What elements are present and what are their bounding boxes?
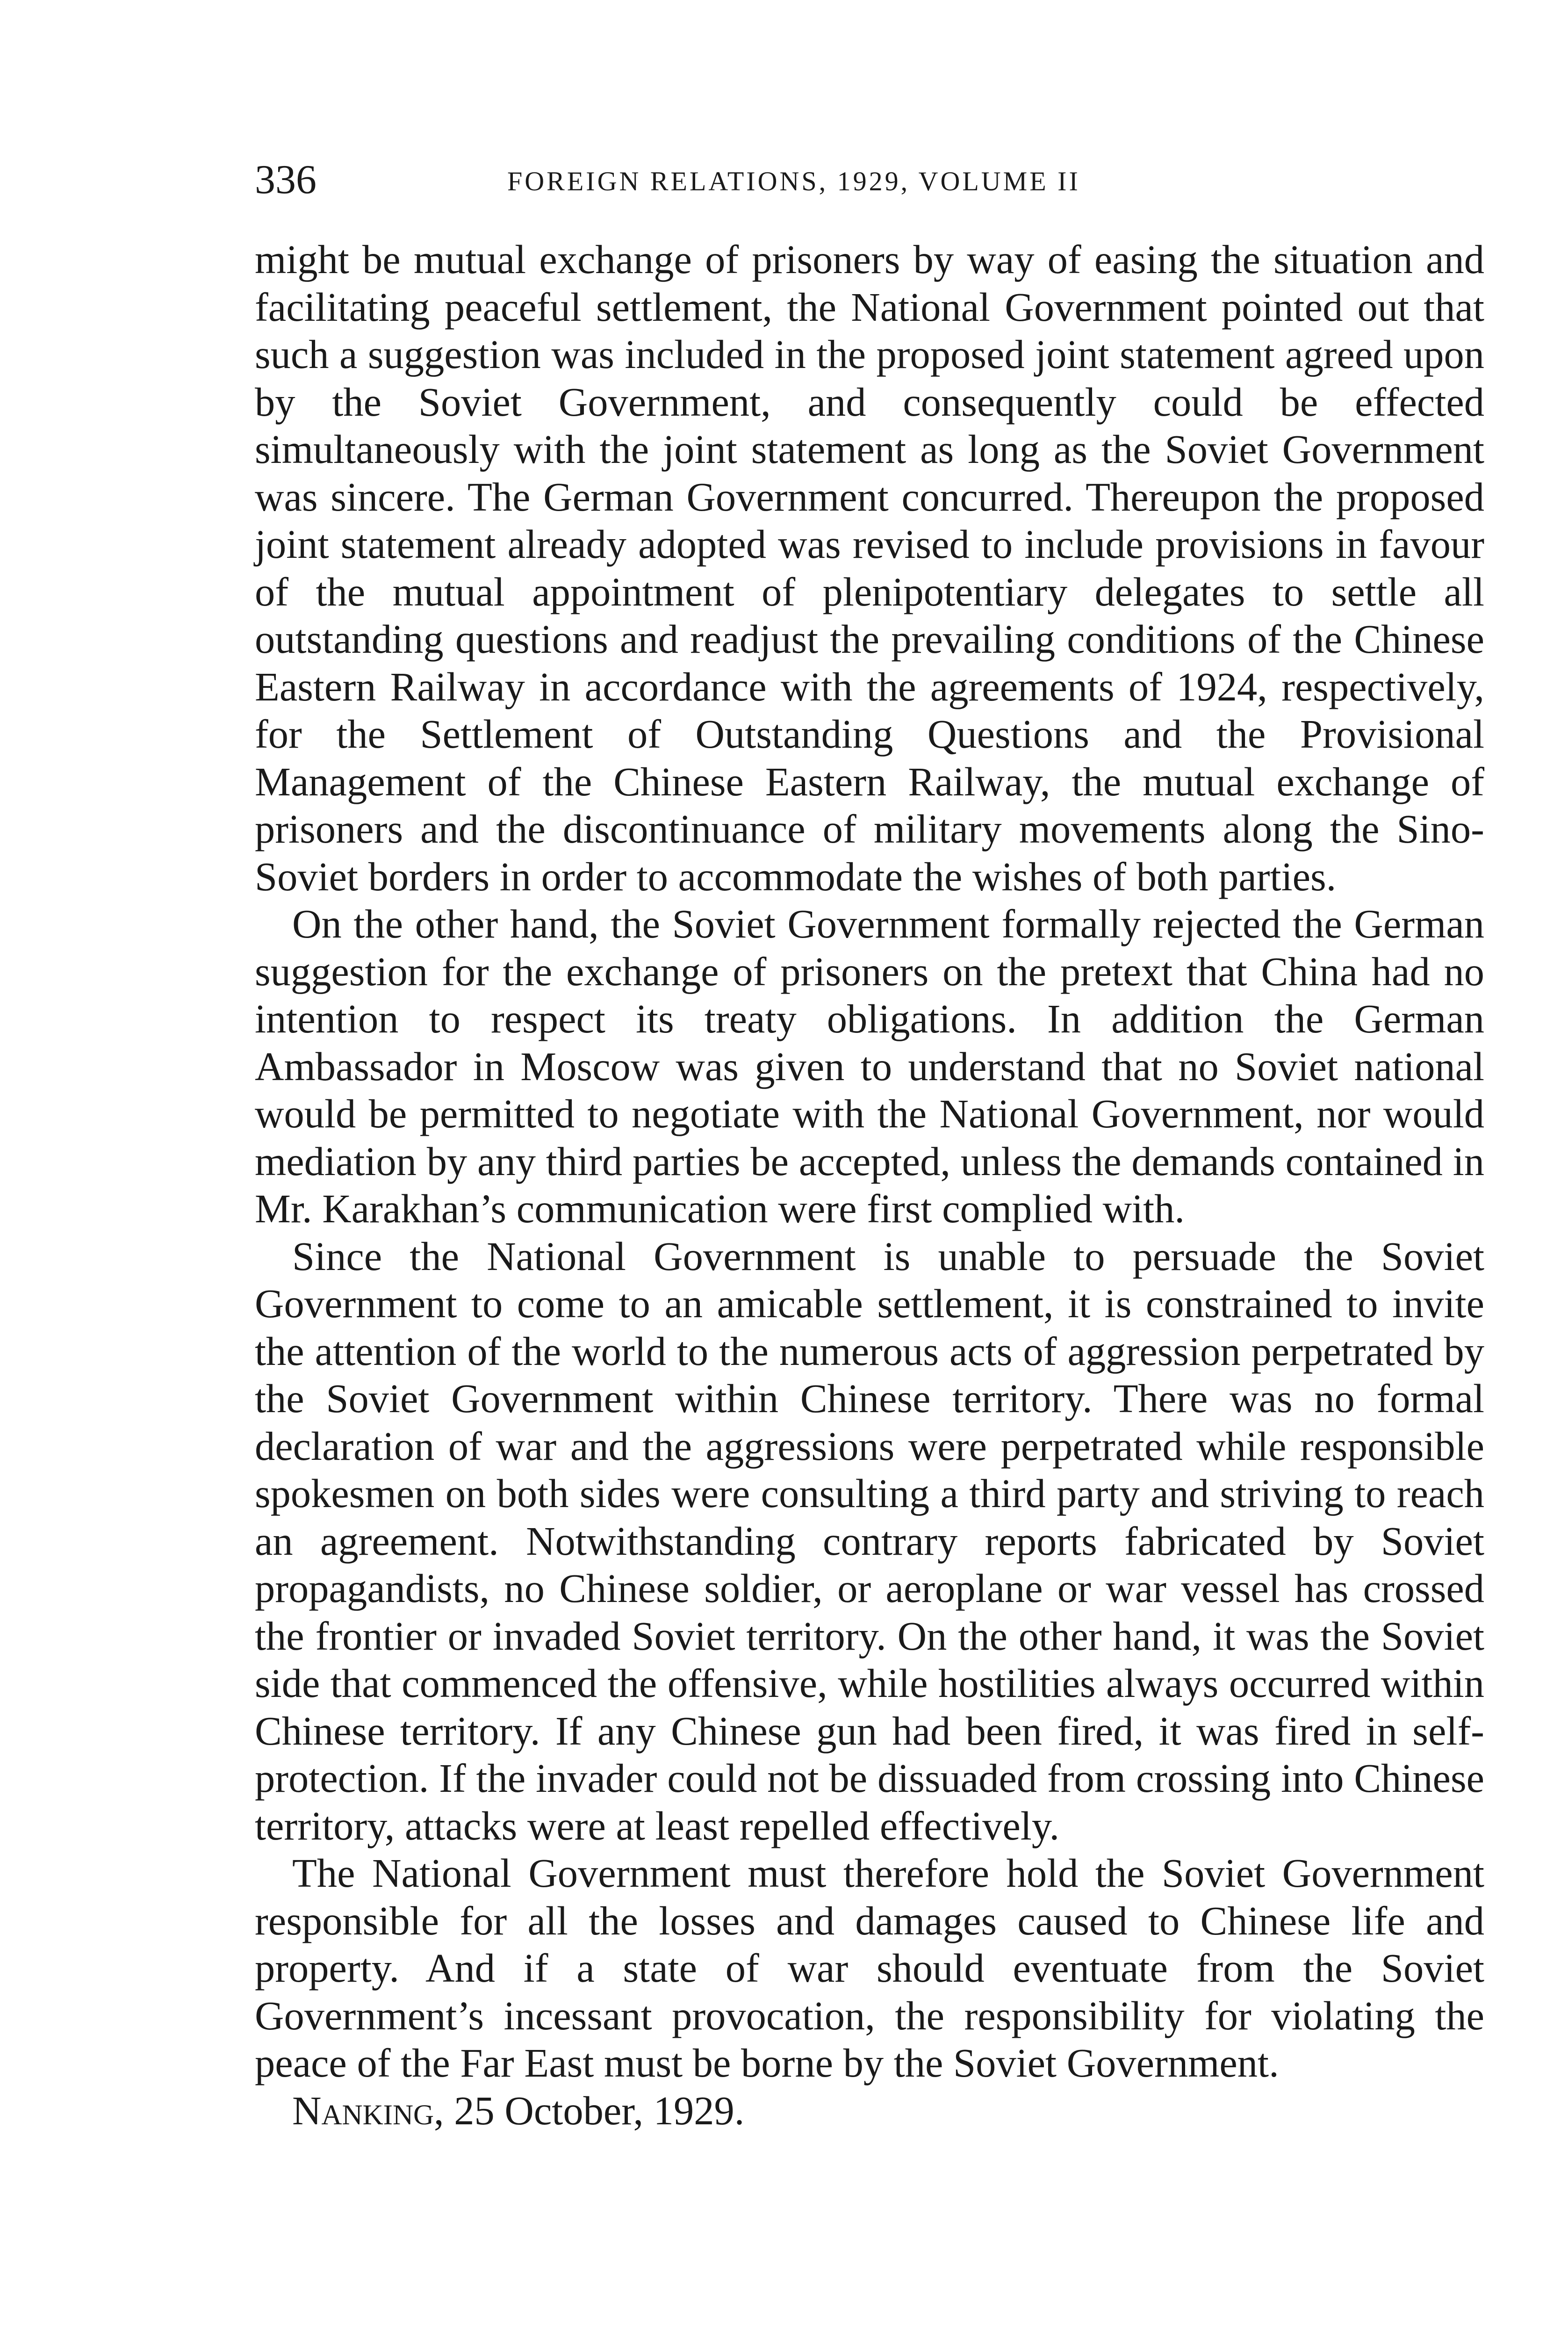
page-number: 336 [255,157,316,202]
running-head [255,154,1330,206]
body-text [255,236,1484,2135]
dateline [255,2087,1484,2135]
running-title: FOREIGN RELATIONS, 1929, VOLUME II [507,166,1080,196]
dateline-place: Nanking [292,2088,434,2133]
paragraph-responsibility: The National Government must therefore hold the Soviet Government responsible for all the losses and damages caused to Chinese life and property. And if a state of war should eventuate from the Soviet Government’s incessant provocation, the responsibility for violating the peace of the Far East must be borne by the Soviet Government. [255,1851,1484,2085]
paragraph-continued: might be mutual exchange of prisoners by way of easing the situation and facilitating peaceful settlement, the National Government pointed out that such a suggestion was included in the proposed joint statement agreed upon by the Soviet Government, and consequently could be effected simultaneously with the joint statement as long as the Soviet Government was sincere. The German Government concurred. Thereupon the proposed joint statement already adopted was revised to include provisions in favour of the mutual appointment of plenipotentiary delegates to settle all outstanding questions and readjust the prevailing conditions of the Chinese Eastern Railway in accordance with the agreements of 1924, respectively, for the Settlement of Outstanding Questions and the Provisional Management of the Chinese Eastern Railway, the mutual exchange of prisoners and the discontinuance of military movements along the Sino-Soviet borders in order to accommodate the wishes of both parties. [255,237,1484,899]
paragraph-soviet-rejection: On the other hand, the Soviet Government formally rejected the German suggestion for the exchange of prisoners on the pretext that China had no intention to respect its treaty obligations. In addition the German Ambassador in Moscow was given to understand that no Soviet national would be permitted to negotiate with the National Government, nor would mediation by any third parties be accepted, unless the demands contained in Mr. Karakhan’s communication were first complied with. [255,902,1484,1231]
paragraph-aggression: Since the National Government is unable to persuade the Soviet Government to come to an amicable settlement, it is constrained to invite the attention of the world to the numerous acts of aggression perpetrated by the Soviet Government within Chinese territory. There was no formal declaration of war and the aggressions were perpetrated while responsible spokesmen on both sides were consulting a third party and striving to reach an agreement. Notwithstanding contrary reports fabricated by Soviet propagandists, no Chinese soldier, or aeroplane or war vessel has crossed the frontier or invaded Soviet territory. On the other hand, it was the Soviet side that commenced the offensive, while hostilities always occurred within Chinese territory. If any Chinese gun had been fired, it was fired in self-protection. If the invader could not be dissuaded from crossing into Chinese territory, attacks were at least repelled effectively. [255,1234,1484,1848]
dateline-date: , 25 October, 1929. [434,2088,745,2133]
